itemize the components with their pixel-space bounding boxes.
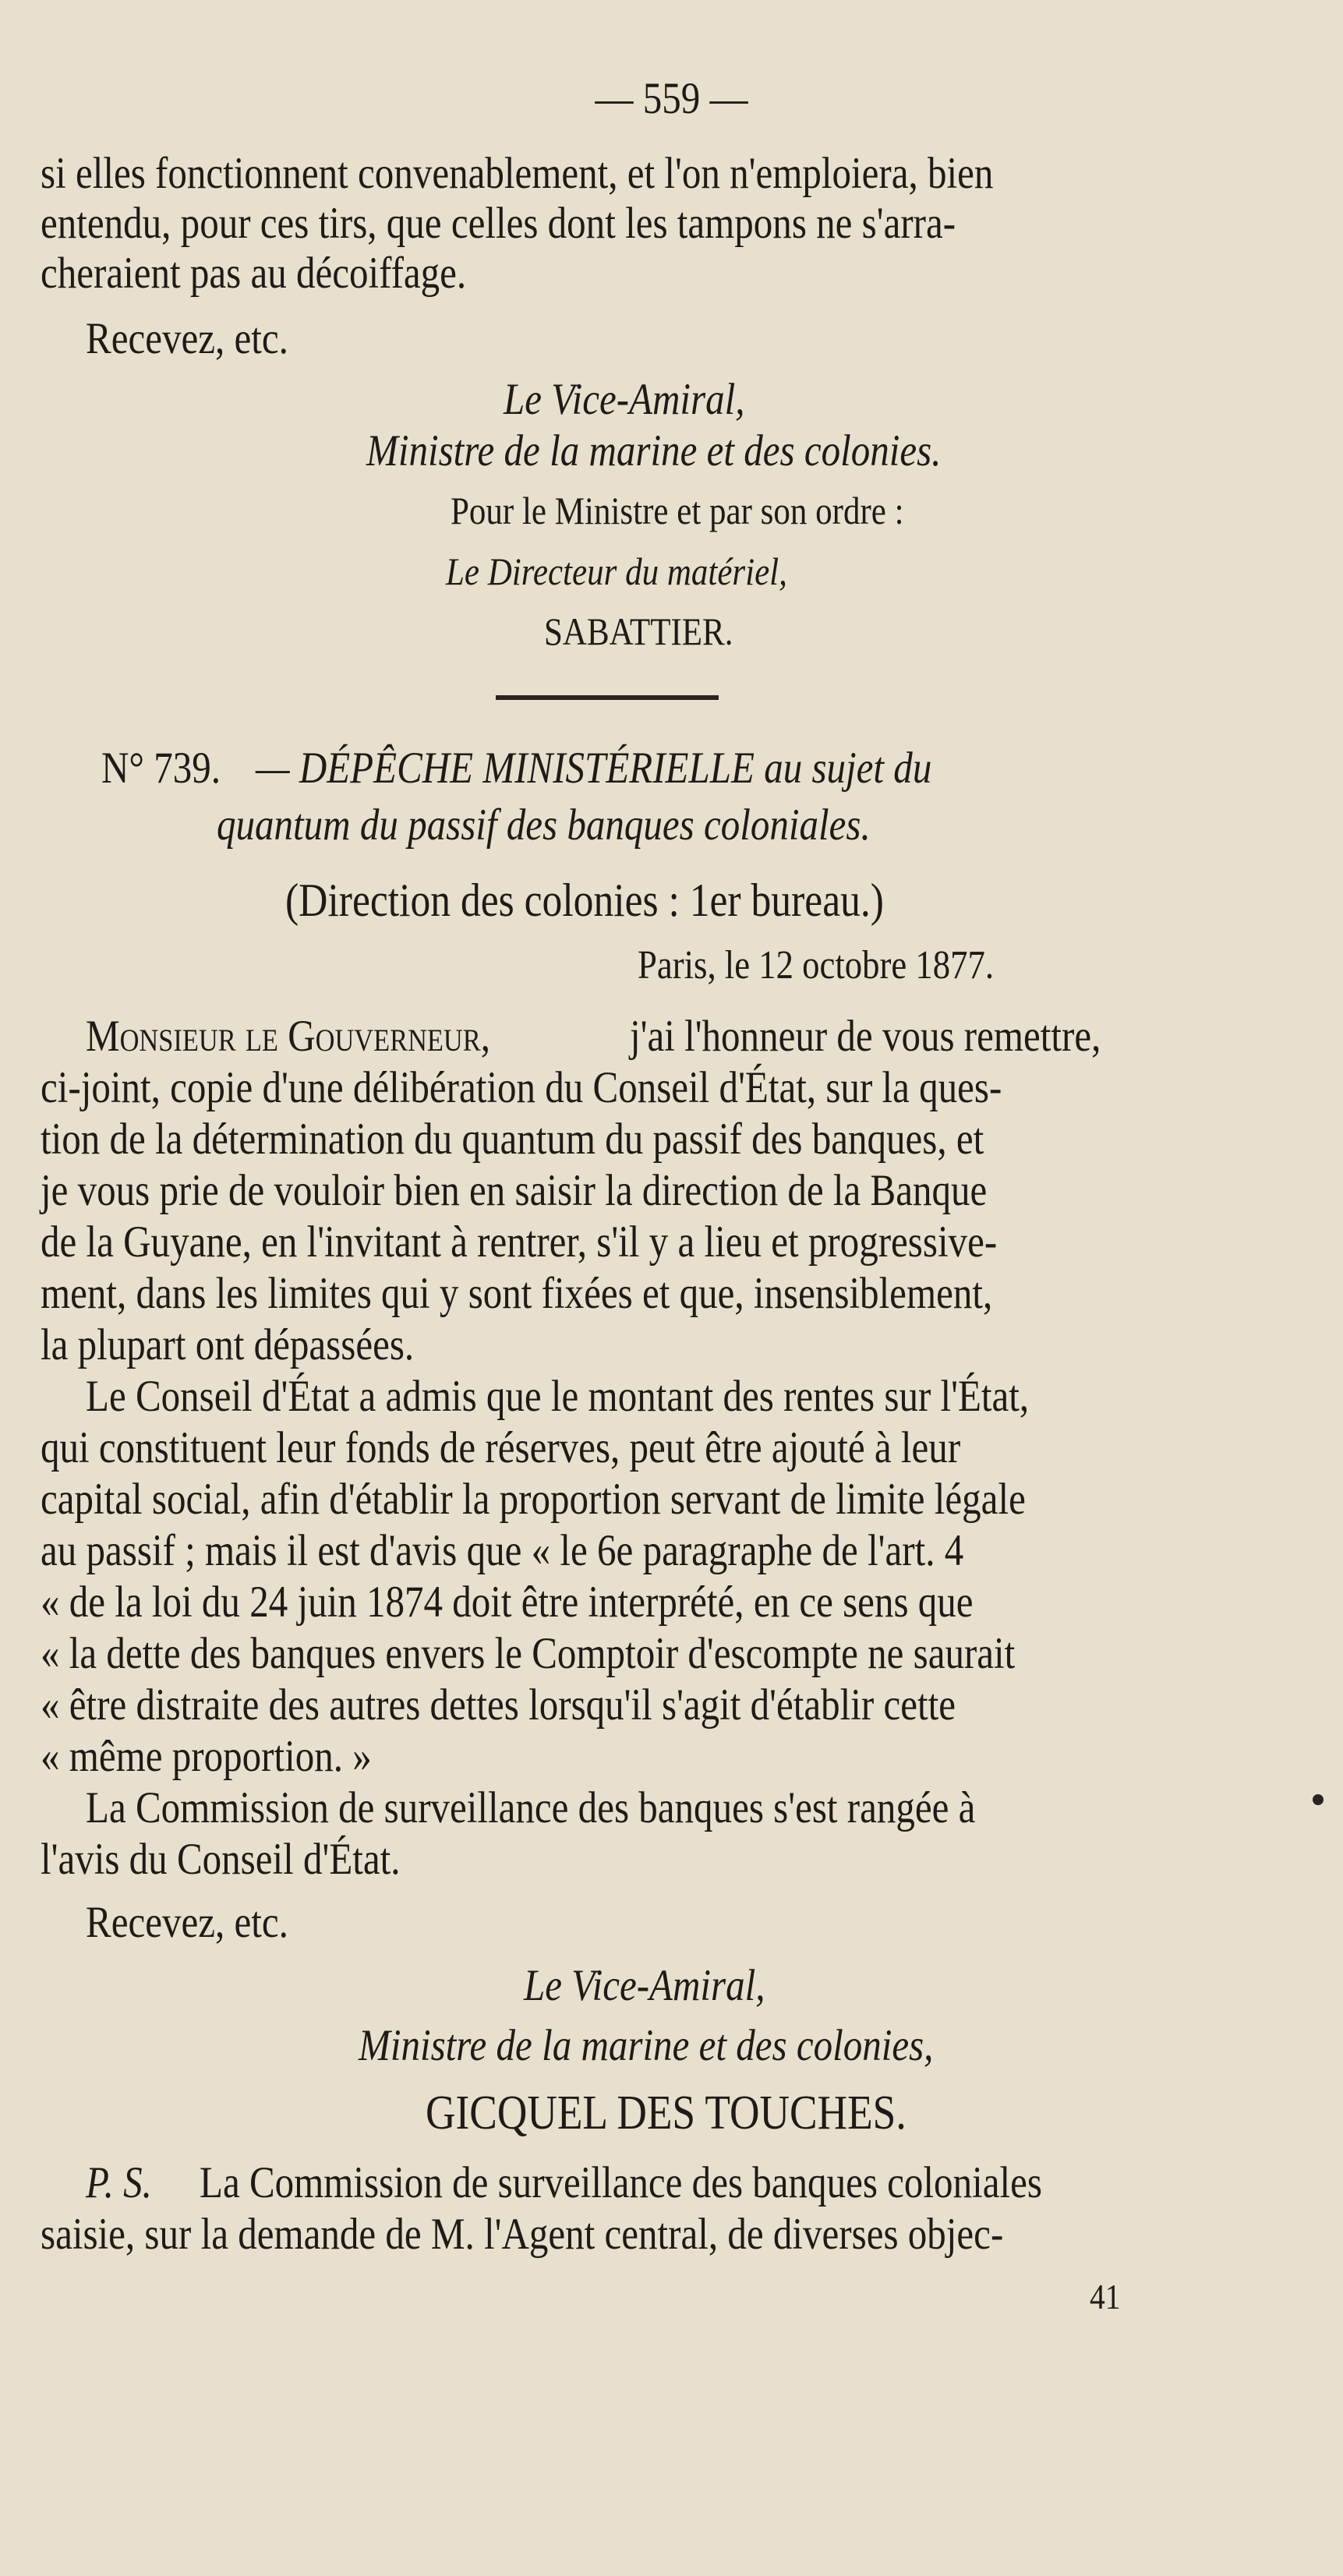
dispatch-subheading: quantum du passif des banques coloniales.	[217, 800, 871, 850]
text-line: « même proportion. »	[41, 1732, 372, 1781]
text-line: qui constituent leur fonds de réserves, peut être ajouté à leur	[41, 1423, 961, 1472]
signer-name: GICQUEL DES TOUCHES.	[426, 2087, 907, 2140]
text-line: Le Conseil d'État a admis que le montant des rentes sur l'État,	[86, 1372, 1030, 1421]
director-title: Le Directeur du matériel,	[446, 549, 787, 593]
text-line: « être distraite des autres dettes lorsqu'il s'agit d'établir cette	[41, 1680, 956, 1730]
text-line: La Commission de surveillance des banques coloniales	[200, 2158, 1042, 2207]
dispatch-date: Paris, le 12 octobre 1877.	[638, 943, 995, 988]
text-line: la plupart ont dépassées.	[41, 1320, 415, 1369]
dispatch-number: N° 739.	[101, 744, 221, 793]
section-divider	[496, 695, 719, 700]
signer-title: Le Vice-Amiral,	[504, 375, 745, 424]
addressee: Monsieur le Gouverneur,	[86, 1012, 490, 1061]
text-line: ci-joint, copie d'une délibération du Conseil d'État, sur la ques-	[41, 1063, 1002, 1112]
text-line: ment, dans les limites qui y sont fixées et que, insensiblement,	[41, 1269, 993, 1318]
signature-mark: 41	[1090, 2277, 1121, 2316]
text-line: de la Guyane, en l'invitant à rentrer, s'il y a lieu et progressive-	[41, 1217, 998, 1267]
text-line: capital social, afin d'établir la proportion servant de limite légale	[41, 1475, 1026, 1524]
ps-label: P. S.	[86, 2158, 152, 2207]
delegation-line: Pour le Ministre et par son ordre :	[451, 489, 904, 532]
text-line: La Commission de surveillance des banques s'est rangée à	[86, 1783, 976, 1832]
text-line: tion de la détermination du quantum du passif des banques, et	[41, 1115, 984, 1164]
text-line: au passif ; mais il est d'avis que « le 6e paragraphe de l'art. 4	[41, 1526, 964, 1575]
signer-office: Ministre de la marine et des colonies.	[366, 426, 942, 475]
text-line: entendu, pour ces tirs, que celles dont les tampons ne s'arra-	[41, 199, 956, 248]
ink-dot	[1313, 1794, 1324, 1805]
salutation: Recevez, etc.	[86, 314, 288, 363]
text-line: saisie, sur la demande de M. l'Agent central, de diverses objec-	[41, 2210, 1004, 2259]
signer-office: Ministre de la marine et des colonies,	[359, 2021, 934, 2070]
text-line: j'ai l'honneur de vous remettre,	[630, 1012, 1101, 1061]
text-line: je vous prie de vouloir bien en saisir la direction de la Banque	[41, 1166, 988, 1215]
page-number: — 559 —	[595, 74, 748, 123]
text-line: si elles fonctionnent convenablement, et l'on n'emploiera, bien	[41, 149, 994, 198]
dispatch-heading: — DÉPÊCHE MINISTÉRIELLE au sujet du	[256, 744, 932, 793]
signer-title: Le Vice-Amiral,	[524, 1961, 765, 2010]
direction-note: (Direction des colonies : 1er bureau.)	[285, 875, 884, 926]
text-line: cheraient pas au décoiffage.	[41, 249, 467, 298]
director-name: SABATTIER.	[544, 610, 733, 653]
text-line: l'avis du Conseil d'État.	[41, 1835, 401, 1884]
text-line: « de la loi du 24 juin 1874 doit être interprété, en ce sens que	[41, 1578, 974, 1627]
salutation: Recevez, etc.	[86, 1898, 288, 1947]
text-line: « la dette des banques envers le Comptoir d'escompte ne saurait	[41, 1629, 1016, 1678]
